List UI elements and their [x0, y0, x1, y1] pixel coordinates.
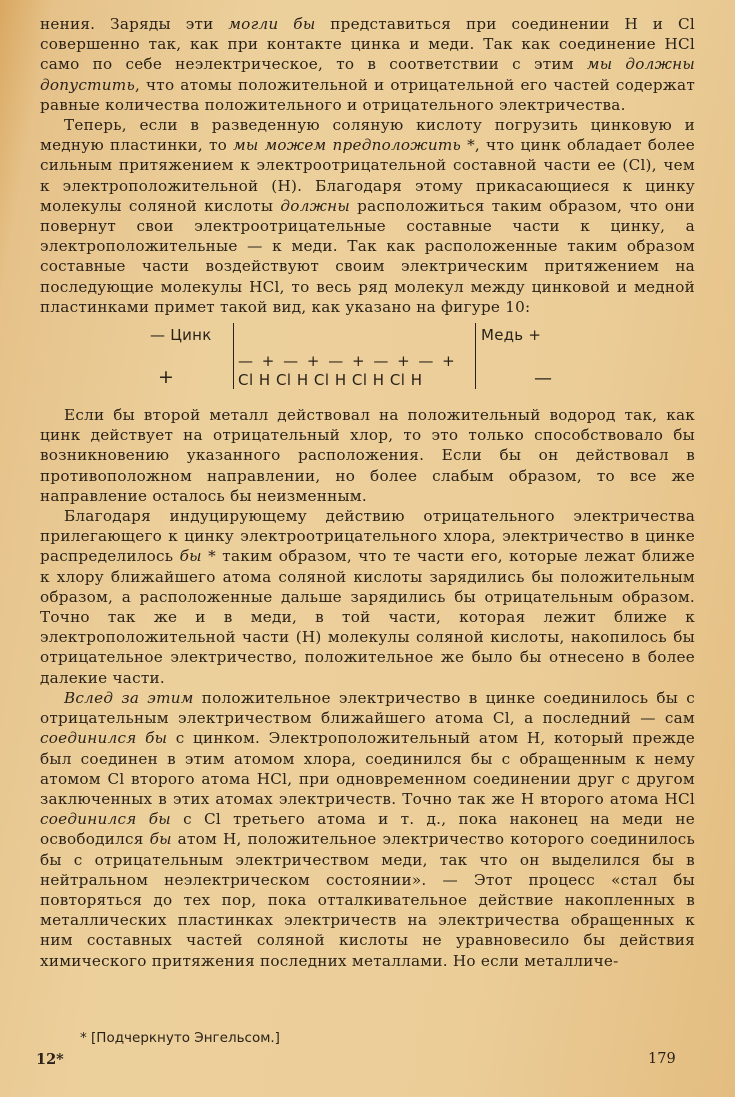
- paragraph-3: [40, 405, 695, 506]
- body-text: положительное электричество в цинке соединилось бы с отрицательным электричеством ближайшего атома Cl, а последний — сам: [40, 688, 695, 728]
- body-text: *, что цинк обладает более сильным притяжением к электроотрицательной составной части ее (Cl), чем к электроположительной (H). Благодаря этому прикасающиеся к цинку молекулы соляной кислоты: [40, 136, 695, 215]
- copper-label: Медь +: [481, 326, 542, 345]
- body-text: Теперь, если в разведенную соляную кислоту погрузить цинковую и медную пластинки, то: [40, 116, 695, 155]
- body-text: атом H, положительное электричество которого соединилось бы с отрицательным электричеством меди, так что он выделился бы в нейтральном неэлектрическом состоянии». — Этот процесс «стал бы повторяться до тех пор, пока отталкивательное действие накопленных в металлических пластинках электричеств на электричества обращенных к ним составных частей соляной кислоты не уравновесило бы действия химического притяжения последних металлами. Но если металличе-: [40, 830, 696, 970]
- copper-sign: —: [534, 368, 553, 390]
- body-text: расположиться таким образом, что они повернут свои электроотрицательные составные части к цинку, а электроположительные — к меди. Так как расположенные таким образом составные части воздействуют своим электрическим притяжением на последующие молекулы HCl, то весь ряд молекул между цинковой и медной пластинками примет такой вид, как указано на фигуре 10:: [40, 196, 695, 316]
- molecule-row: Cl H Cl H Cl H Cl H Cl H: [238, 371, 423, 390]
- zinc-plate-line: [233, 323, 234, 389]
- emphasis-text: должны: [280, 196, 350, 215]
- body-text: представиться при соединении H и Cl совершенно так, как при контакте цинка и меди. Так как соединение HCl само по себе неэлектрическое, то в соответствии с этим: [40, 15, 695, 74]
- body-text: , что атомы положительной и отрицательной его частей содержат равные количества положительного и отрицательного электричества.: [40, 75, 695, 114]
- page-body: [40, 14, 695, 971]
- emphasis-text: мы должны допустить: [40, 55, 695, 94]
- body-text: * таким образом, что те части его, которые лежат ближе к хлору ближайшего атома соляной кислоты зарядились бы положительным образом, а расположенные дальше зарядились бы отрицательным образом. Точно так же и в меди, в той части, которая лежит ближе к электроположительной части (H) молекулы соляной кислоты, накопилось бы отрицательное электричество, положительное же было бы отнесено в более далекие части.: [40, 547, 695, 687]
- figure-10-molecule-chain: [40, 323, 695, 395]
- paragraph-4: [40, 506, 695, 688]
- signature-mark: 12*: [36, 1051, 64, 1068]
- body-text: с цинком. Электроположительный атом H, который прежде был соединен в этим атомом хлора, соединился бы с обращенным к нему атомом Cl второго атома HCl, при одновременном соединении друг с другом заключенных в этих атомах электричеств. Точно так же H второго атома HCl: [40, 729, 696, 808]
- body-text: с Cl третьего атома и т. д., пока наконец на меди не освободился: [40, 810, 696, 849]
- paragraph-1: [40, 14, 695, 115]
- emphasis-text: соединился бы: [40, 810, 171, 829]
- zinc-label: — Цинк: [150, 326, 212, 345]
- emphasis-text: Вслед за этим: [64, 688, 194, 707]
- emphasis-text: могли бы: [228, 15, 316, 33]
- emphasis-text: бы: [179, 547, 202, 566]
- body-text: нения. Заряды эти: [40, 15, 229, 33]
- body-text: Благодаря индуцирующему действию отрицательного электричества прилегающего к цинку электроотрицательного хлора, электричество в цинке распределилось: [40, 507, 695, 566]
- emphasis-text: соединился бы: [40, 729, 168, 748]
- page-number: 179: [648, 1051, 676, 1067]
- zinc-sign: +: [158, 366, 175, 389]
- copper-plate-line: [475, 323, 476, 389]
- charge-row: — + — + — + — + — +: [238, 352, 457, 371]
- emphasis-text: бы: [149, 830, 172, 849]
- paragraph-5: [40, 688, 695, 971]
- body-text: Если бы второй металл действовал на положительный водород так, как цинк действует на отрицательный хлор, то это только способствовало бы возникновению указанного расположения. Если бы он действовал в противоположном направлении, но более слабым образом, то все же направление осталось бы неизменным.: [40, 406, 695, 505]
- paragraph-2: [40, 115, 695, 317]
- footnote: * [Подчеркнуто Энгельсом.]: [80, 1030, 280, 1046]
- emphasis-text: мы можем предположить: [233, 136, 462, 155]
